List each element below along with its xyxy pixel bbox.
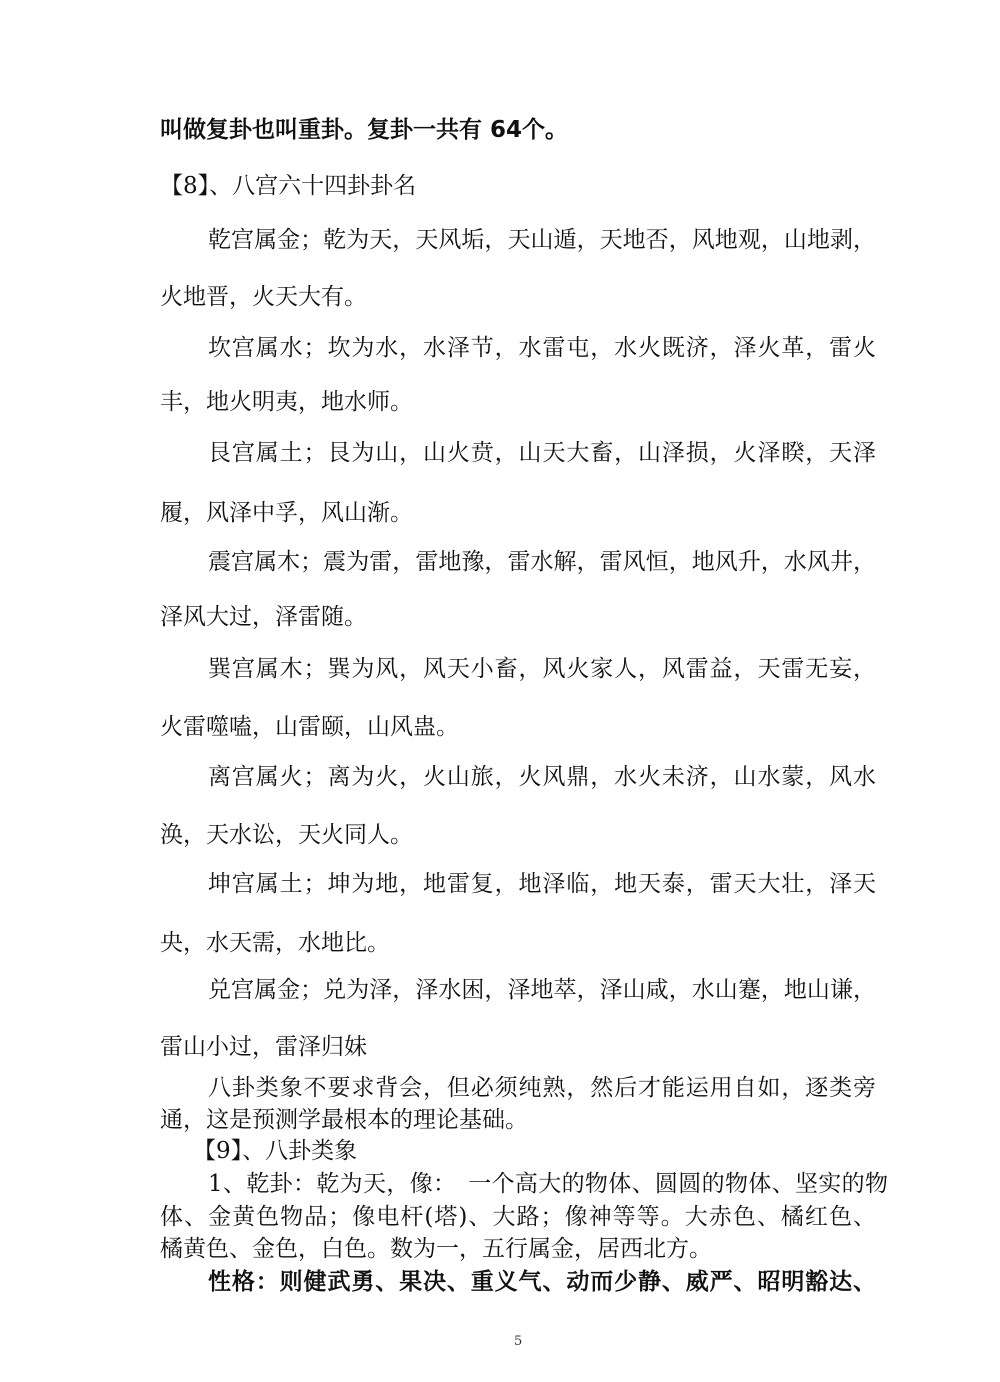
text-line: 八卦类象不要求背会，但必须纯熟，然后才能运用自如，逐类旁	[208, 1075, 876, 1101]
text-line: 巽宫属木；巽为风，风天小畜，风火家人，风雷益，天雷无妄，	[208, 656, 876, 682]
text-line: 1、乾卦：乾为天，像： 一个高大的物体、圆圆的物体、坚实的物	[208, 1171, 888, 1197]
text-line: 橘黄色、金色，白色。数为一，五行属金，居西北方。	[160, 1236, 712, 1262]
text-line: 震宫属木；震为雷，雷地豫，雷水解，雷风恒，地风升，水风井，	[208, 549, 876, 575]
text-line: 泽风大过，泽雷随。	[160, 604, 367, 630]
text-line: 火雷噬嗑，山雷颐，山风蛊。	[160, 714, 459, 740]
text-line: 通，这是预测学最根本的理论基础。	[160, 1107, 528, 1133]
page-number: 5	[514, 1334, 523, 1349]
text-line: 雷山小过，雷泽归妹	[160, 1034, 367, 1060]
section-heading: 【9】、八卦类象	[193, 1138, 358, 1164]
text-line: 兑宫属金；兑为泽，泽水困，泽地萃，泽山咸，水山蹇，地山谦，	[208, 977, 876, 1003]
text-line: 乾宫属金；乾为天，天风垢，天山遁，天地否，风地观，山地剥，	[208, 227, 876, 253]
text-line: 艮宫属土；艮为山，山火贲，山天大畜，山泽损，火泽睽，天泽	[208, 440, 876, 466]
text-line: 丰，地火明夷，地水师。	[160, 389, 413, 415]
text-line: 央，水天需，水地比。	[160, 930, 390, 956]
text-line: 体、金黄色物品；像电杆(塔)、大路；像神等等。大赤色、橘红色、	[160, 1204, 876, 1230]
text-line: 坎宫属水；坎为水，水泽节，水雷屯，水火既济，泽火革，雷火	[208, 335, 876, 361]
text-line: 叫做复卦也叫重卦。复卦一共有 64个。	[160, 117, 569, 143]
text-line: 坤宫属土；坤为地，地雷复，地泽临，地天泰，雷天大壮，泽天	[208, 871, 876, 897]
text-line: 涣，天水讼，天火同人。	[160, 822, 413, 848]
text-line: 离宫属火；离为火，火山旅，火风鼎，水火未济，山水蒙，风水	[208, 764, 876, 790]
section-heading: 【8】、八宫六十四卦卦名	[160, 173, 417, 199]
text-line: 性格：则健武勇、果决、重义气、动而少静、威严、昭明豁达、	[208, 1269, 876, 1295]
text-line: 履，风泽中孚，风山渐。	[160, 500, 413, 526]
text-line: 火地晋，火天大有。	[160, 284, 367, 310]
